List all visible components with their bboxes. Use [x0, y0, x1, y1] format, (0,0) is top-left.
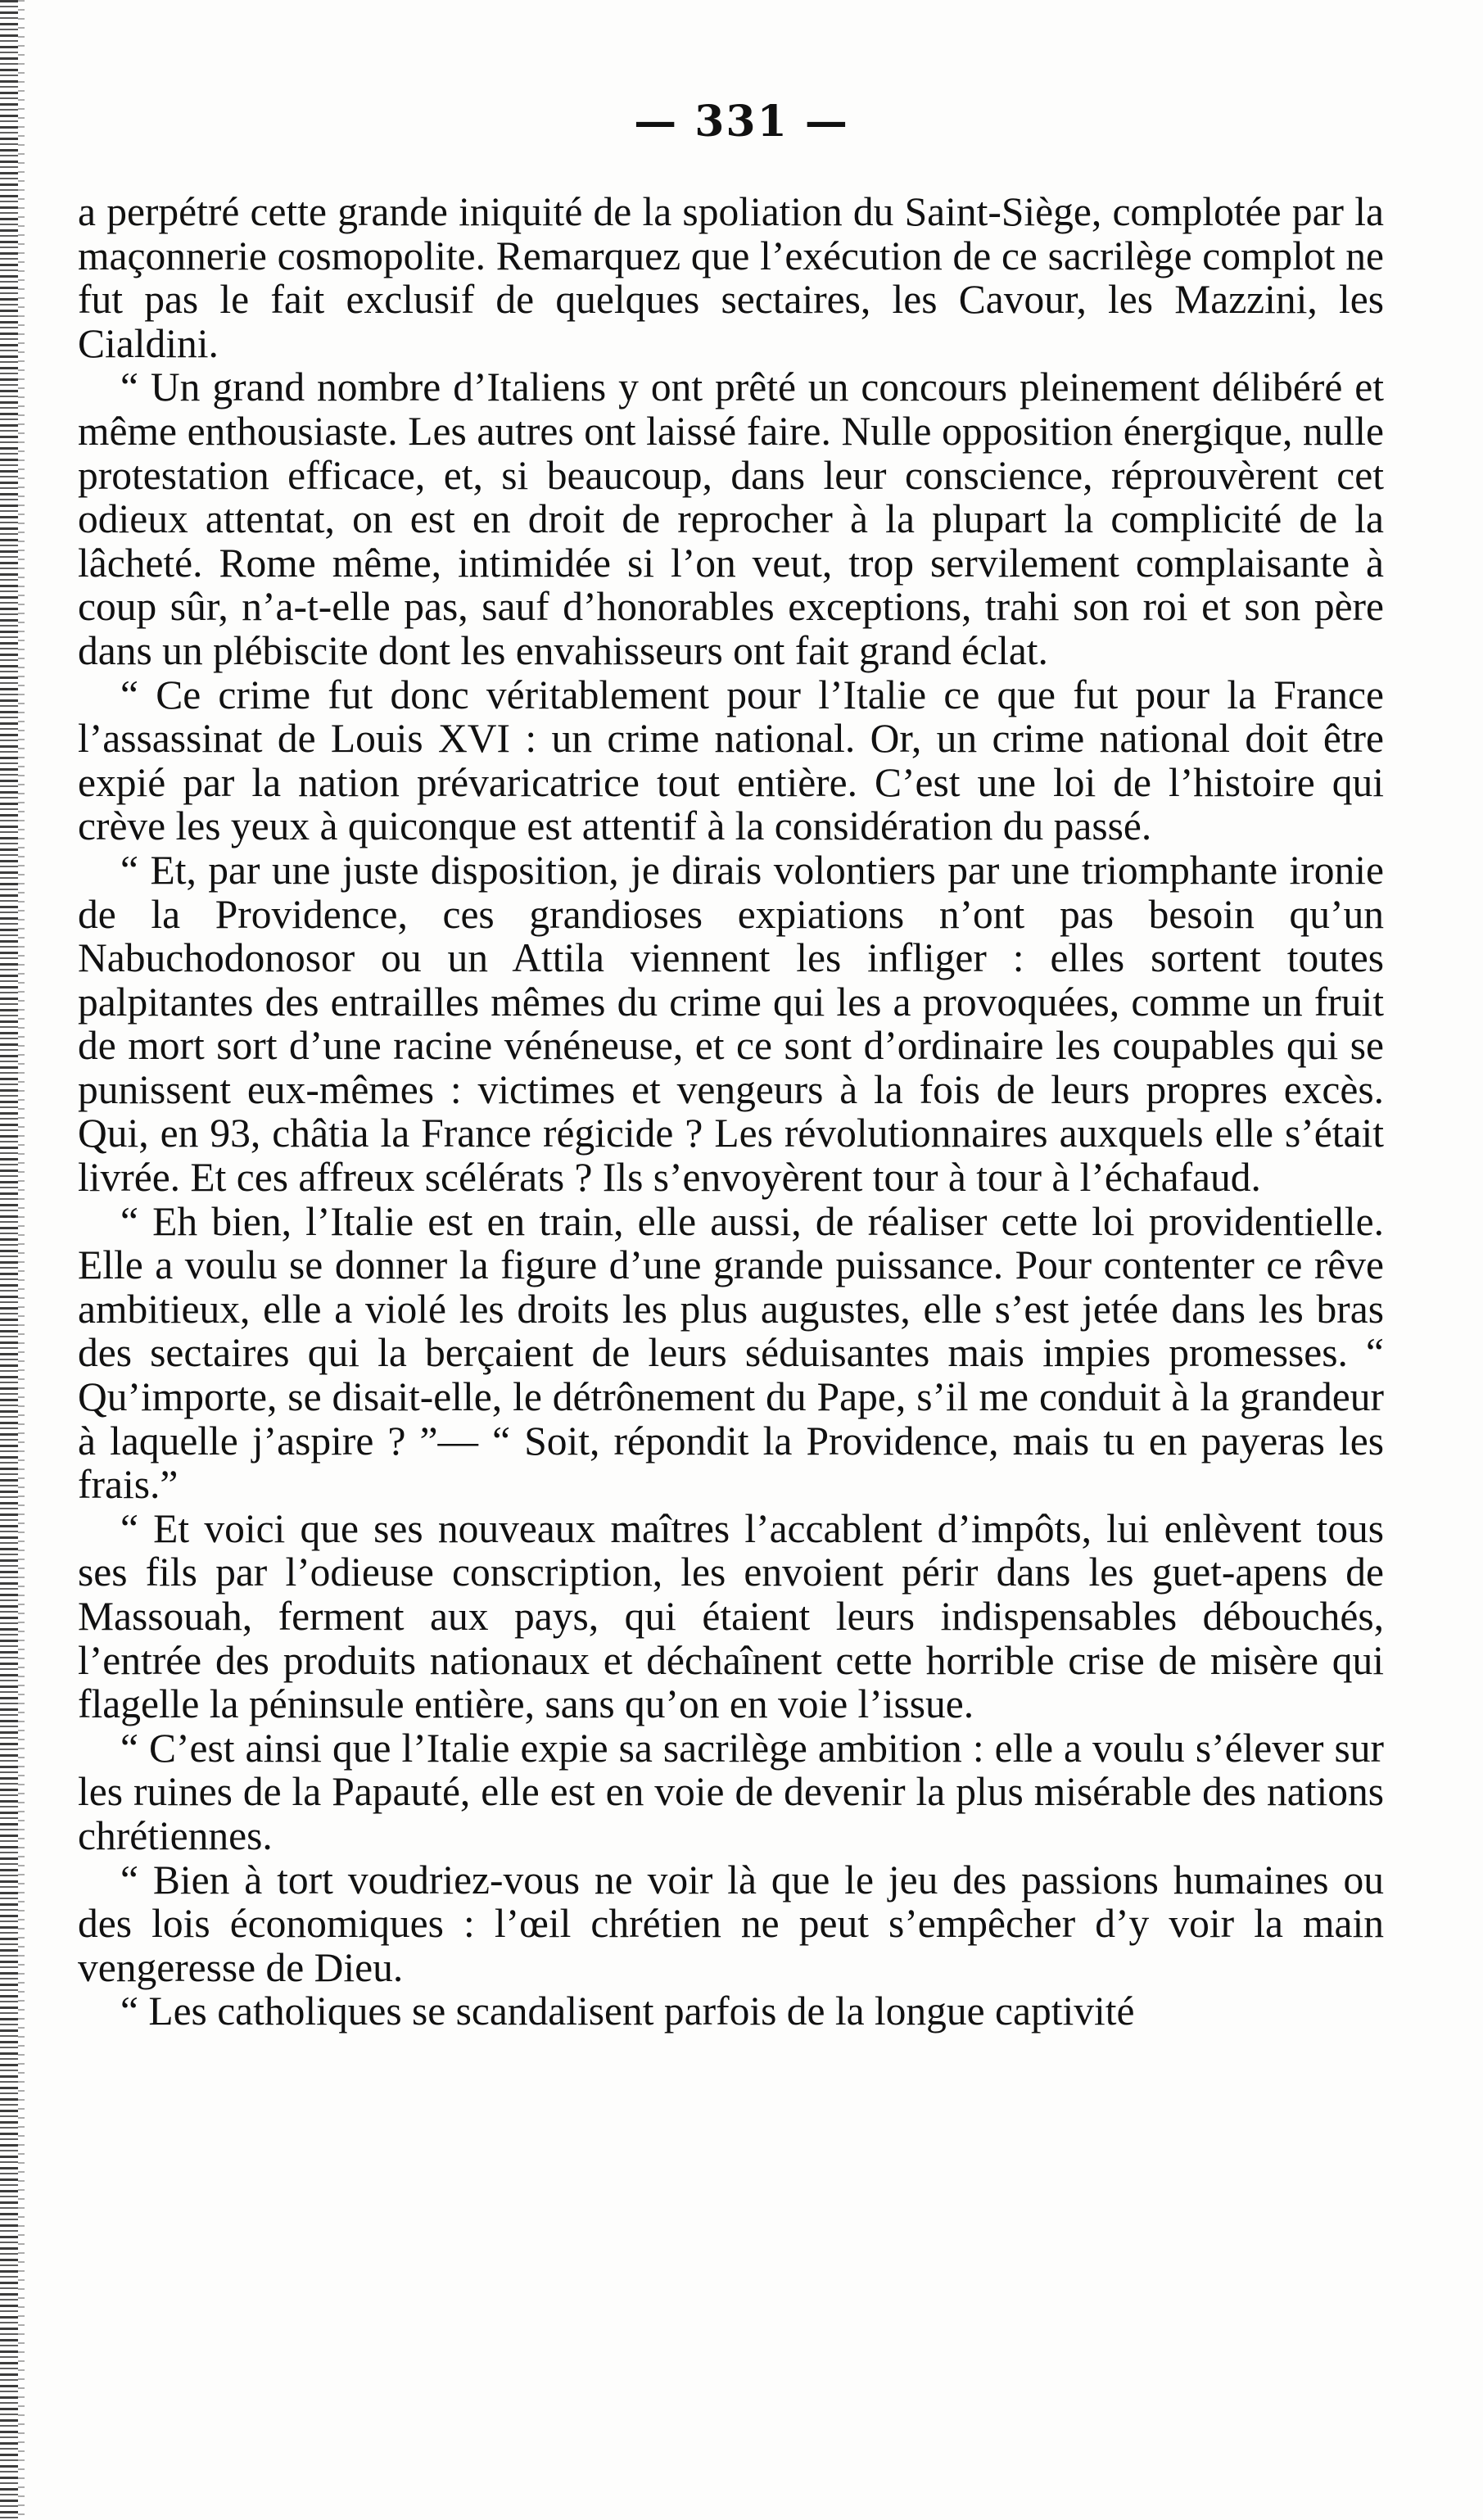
paragraph-9: “ Les catholiques se scandalisent parfois de la longue captivité	[120, 1988, 1135, 2034]
paragraph-7: “ C’est ainsi que l’Italie expie sa sacrilège ambition : elle a voulu s’élever sur les ruines de la Papauté, elle est en voie de devenir la plus misérable des nations chrétiennes.	[78, 1725, 1384, 1858]
binding-edge	[0, 0, 18, 2520]
page-number: — 331 —	[634, 97, 849, 147]
paragraph-2: “ Un grand nombre d’Italiens y ont prêté un concours pleinement délibéré et même enthousiaste. Les autres ont laissé faire. Nulle opposition énergique, nulle protestation efficace, et, si beaucoup, dans leur conscience, réprouvèrent cet odieux attentat, on est en droit de reprocher à la plupart la complicité de la lâcheté. Rome même, intimidée si l’on veut, trop servilement complaisante à coup sûr, n’a-t-elle pas, sauf d’honorables exceptions, trahi son roi et son père dans un plébiscite dont les envahisseurs ont fait grand éclat.	[78, 364, 1384, 673]
paragraph-5: “ Eh bien, l’Italie est en train, elle aussi, de réaliser cette loi providentielle. Elle a voulu se donner la figure d’une grande puissance. Pour contenter ce rêve ambitieux, elle a violé les droits les plus augustes, elle s’est jetée dans les bras des sectaires qui la berçaient de leurs séduisantes mais impies promesses. “ Qu’importe, se disait-elle, le détrônement du Pape, s’il me conduit à la grandeur à laquelle j’aspire ? ”— “ Soit, répondit la Providence, mais tu en payeras les frais.”	[78, 1198, 1384, 1508]
paragraph-6: “ Et voici que ses nouveaux maîtres l’accablent d’impôts, lui enlèvent tous ses fils par l’odieuse conscription, les envoient périr dans les guet-apens de Massouah, ferment aux pays, qui étaient leurs indispensables débouchés, l’entrée des produits nationaux et déchaînent cette horrible crise de misère qui flagelle la péninsule entière, sans qu’on en voie l’issue.	[78, 1505, 1384, 1727]
paragraph-3: “ Ce crime fut donc véritablement pour l’Italie ce que fut pour la France l’assassinat de Louis XVI : un crime national. Or, un crime national doit être expié par la nation prévaricatrice tout entière. C’est une loi de l’histoire qui crève les yeux à quiconque est attentif à la considération du passé.	[78, 672, 1384, 849]
binding-edge-shadow	[18, 0, 25, 2520]
body-text	[78, 190, 1384, 2034]
paragraph-1: a perpétré cette grande iniquité de la spoliation du Saint-Siège, complotée par la maçonnerie cosmopolite. Remarquez que l’exécution de ce sacrilège complot ne fut pas le fait exclusif de quelques sectaires, les Cavour, les Mazzini, les Cialdini.	[78, 189, 1384, 366]
paragraph-8: “ Bien à tort voudriez-vous ne voir là que le jeu des passions humaines ou des lois économiques : l’œil chrétien ne peut s’empêcher d’y voir la main vengeresse de Dieu.	[78, 1857, 1384, 1990]
paragraph-4: “ Et, par une juste disposition, je dirais volontiers par une triomphante ironie de la Providence, ces grandioses expiations n’ont pas besoin qu’un Nabuchodonosor ou un Attila viennent les infliger : elles sortent toutes palpitantes des entrailles mêmes du crime qui les a provoquées, comme un fruit de mort sort d’une racine vénéneuse, et ce sont d’ordinaire les coupables qui se punissent eux-mêmes : victimes et vengeurs à la fois de leurs propres excès. Qui, en 93, châtia la France régicide ? Les révolutionnaires auxquels elle s’était livrée. Et ces affreux scélérats ? Ils s’envoyèrent tour à tour à l’échafaud.	[78, 847, 1384, 1201]
